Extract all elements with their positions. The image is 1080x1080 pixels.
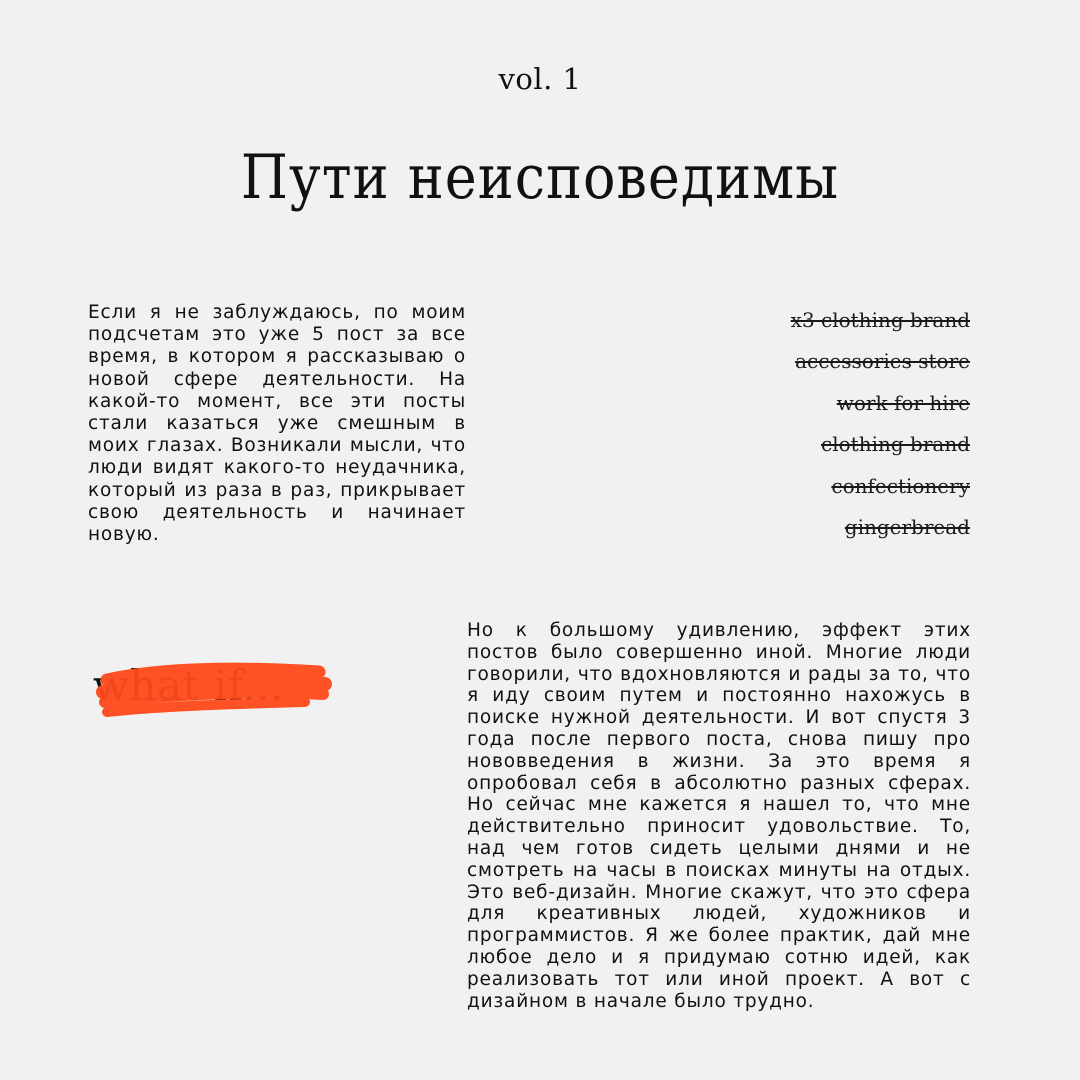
struck-item-label: x3 clothing brand bbox=[790, 308, 970, 332]
struck-item-label: accessories store bbox=[795, 349, 970, 374]
struck-item-label: confectionery bbox=[831, 473, 970, 498]
volume-label: vol. 1 bbox=[498, 62, 582, 96]
list-item bbox=[789, 348, 972, 389]
what-if-text: what if... bbox=[93, 661, 284, 710]
list-item bbox=[789, 431, 972, 472]
intro-paragraph: Если я не заблуждаюсь, по моим подсчетам это уже 5 пост за все время, в котором я рассказываю о новой сфере деятельности. На какой-то момент, все эти посты стали казаться уже смешным в моих глазах. Возникали мысли, что люди видят какого-то неудачника, который из раза в раз, прикрывает свою деятельность и начинает новую. bbox=[88, 302, 466, 546]
main-paragraph: Но к большому удивлению, эффект этих постов было совершенно иной. Многие люди говорили, что вдохновляются и рады за то, что я иду своим путем и постоянно нахожусь в поиске нужной деятельности. И вот спустя 3 года после первого поста, снова пишу про нововведения в жизни. За это время я опробовал себя в абсолютно разных сферах. Но сейчас мне кажется я нашел то, что мне действительно приносит удовольствие. То, над чем готов сидеть целыми днями и не смотреть на часы в поисках минуты на отдых. Это веб-дизайн. Многие скажут, что это сфера для креативных людей, художников и программистов. Я же более практик, дай мне любое дело и я придумаю сотню идей, как реализовать тот или иной проект. А вот с дизайном в начале было трудно. bbox=[467, 620, 971, 1012]
what-if-heading bbox=[93, 650, 353, 730]
list-item bbox=[789, 473, 972, 514]
struck-item-label: gingerbread bbox=[844, 514, 970, 539]
list-item bbox=[789, 514, 972, 555]
struck-item-label: work for hire bbox=[836, 390, 970, 415]
list-item bbox=[789, 307, 972, 348]
scribble-mark-icon bbox=[93, 650, 353, 730]
crossed-out-ventures-list bbox=[789, 307, 972, 555]
page-title: Пути неисповедимы bbox=[240, 142, 840, 213]
list-item bbox=[789, 390, 972, 431]
struck-item-label: clothing brand bbox=[821, 432, 970, 457]
